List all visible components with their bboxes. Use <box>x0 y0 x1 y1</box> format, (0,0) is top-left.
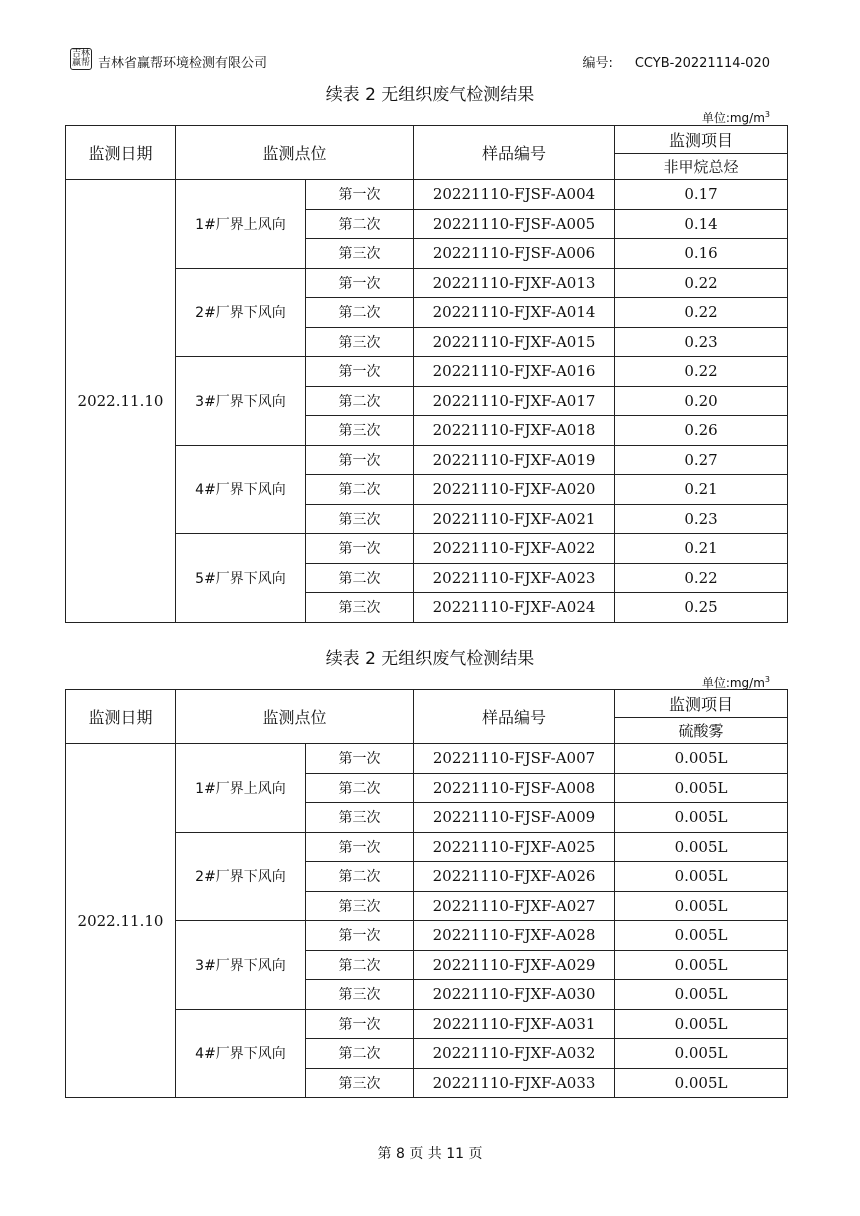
round-cell: 第一次 <box>306 445 414 475</box>
round-cell: 第二次 <box>306 950 414 980</box>
value-cell: 0.14 <box>615 209 788 239</box>
header-sample: 样品编号 <box>414 126 615 180</box>
round-cell: 第二次 <box>306 386 414 416</box>
sample-cell: 20221110-FJXF-A026 <box>414 862 615 892</box>
round-cell: 第二次 <box>306 298 414 328</box>
value-cell: 0.21 <box>615 475 788 505</box>
point-cell: 4#厂界下风向 <box>176 445 306 534</box>
round-cell: 第三次 <box>306 416 414 446</box>
round-cell: 第二次 <box>306 862 414 892</box>
round-cell: 第二次 <box>306 773 414 803</box>
value-cell: 0.005L <box>615 1009 788 1039</box>
sample-cell: 20221110-FJSF-A005 <box>414 209 615 239</box>
header-item-name: 硫酸雾 <box>615 718 788 744</box>
sample-cell: 20221110-FJXF-A018 <box>414 416 615 446</box>
unit-value: mg/m <box>729 676 765 690</box>
table-2-title: 续表 2 无组织废气检测结果 <box>325 649 535 669</box>
point-cell: 1#厂界上风向 <box>176 180 306 269</box>
header-sample: 样品编号 <box>414 690 615 744</box>
header-item: 监测项目 <box>615 690 788 718</box>
company-logo <box>70 48 92 70</box>
sample-cell: 20221110-FJSF-A007 <box>414 744 615 774</box>
table-row <box>66 744 788 774</box>
sample-cell: 20221110-FJXF-A022 <box>414 534 615 564</box>
total-pages: 11 <box>446 1146 465 1162</box>
value-cell: 0.005L <box>615 803 788 833</box>
sample-cell: 20221110-FJSF-A008 <box>414 773 615 803</box>
sample-cell: 20221110-FJXF-A023 <box>414 563 615 593</box>
sample-cell: 20221110-FJSF-A006 <box>414 239 615 269</box>
round-cell: 第一次 <box>306 534 414 564</box>
value-cell: 0.16 <box>615 239 788 269</box>
round-cell: 第一次 <box>306 921 414 951</box>
footer-text-3: 页 <box>468 1146 483 1162</box>
round-cell: 第一次 <box>306 1009 414 1039</box>
sample-cell: 20221110-FJXF-A030 <box>414 980 615 1010</box>
sample-cell: 20221110-FJXF-A016 <box>414 357 615 387</box>
table-body <box>66 744 788 1098</box>
round-cell: 第二次 <box>306 209 414 239</box>
value-cell: 0.23 <box>615 327 788 357</box>
company-name: 吉林省赢帮环境检测有限公司 <box>98 56 268 71</box>
sample-cell: 20221110-FJSF-A004 <box>414 180 615 210</box>
date-cell: 2022.11.10 <box>66 744 176 1098</box>
unit-superscript: 3 <box>764 110 770 119</box>
value-cell: 0.22 <box>615 268 788 298</box>
round-cell: 第一次 <box>306 357 414 387</box>
sample-cell: 20221110-FJXF-A014 <box>414 298 615 328</box>
sample-cell: 20221110-FJXF-A032 <box>414 1039 615 1069</box>
header-date: 监测日期 <box>66 126 176 180</box>
table-row <box>66 180 788 210</box>
value-cell: 0.27 <box>615 445 788 475</box>
round-cell: 第一次 <box>306 180 414 210</box>
round-cell: 第三次 <box>306 891 414 921</box>
round-cell: 第一次 <box>306 744 414 774</box>
round-cell: 第二次 <box>306 475 414 505</box>
unit-label: 单位: <box>701 111 730 125</box>
unit-superscript: 3 <box>764 675 770 684</box>
sample-cell: 20221110-FJXF-A024 <box>414 593 615 623</box>
value-cell: 0.005L <box>615 1039 788 1069</box>
value-cell: 0.005L <box>615 950 788 980</box>
sample-cell: 20221110-FJXF-A021 <box>414 504 615 534</box>
point-cell: 1#厂界上风向 <box>176 744 306 833</box>
sample-cell: 20221110-FJXF-A017 <box>414 386 615 416</box>
sample-cell: 20221110-FJXF-A031 <box>414 1009 615 1039</box>
page-footer <box>0 1143 860 1163</box>
value-cell: 0.22 <box>615 563 788 593</box>
value-cell: 0.26 <box>615 416 788 446</box>
value-cell: 0.005L <box>615 862 788 892</box>
value-cell: 0.17 <box>615 180 788 210</box>
sample-cell: 20221110-FJSF-A009 <box>414 803 615 833</box>
sample-cell: 20221110-FJXF-A029 <box>414 950 615 980</box>
round-cell: 第三次 <box>306 803 414 833</box>
round-cell: 第三次 <box>306 239 414 269</box>
round-cell: 第三次 <box>306 1068 414 1098</box>
point-cell: 2#厂界下风向 <box>176 832 306 921</box>
sample-cell: 20221110-FJXF-A033 <box>414 1068 615 1098</box>
sample-cell: 20221110-FJXF-A025 <box>414 832 615 862</box>
value-cell: 0.005L <box>615 980 788 1010</box>
unit-value: mg/m <box>729 111 765 125</box>
page-header <box>70 46 770 74</box>
document-number <box>582 52 770 71</box>
point-cell: 5#厂界下风向 <box>176 534 306 623</box>
document-number-value: CCYB-20221114-020 <box>634 56 770 71</box>
table-1-unit <box>702 109 770 126</box>
value-cell: 0.22 <box>615 298 788 328</box>
sample-cell: 20221110-FJXF-A028 <box>414 921 615 951</box>
header-point: 监测点位 <box>176 126 414 180</box>
round-cell: 第二次 <box>306 563 414 593</box>
round-cell: 第三次 <box>306 327 414 357</box>
page-number: 8 <box>395 1146 405 1162</box>
document-number-label: 编号: <box>582 56 613 71</box>
header-item-name: 非甲烷总烃 <box>615 154 788 180</box>
value-cell: 0.005L <box>615 1068 788 1098</box>
point-cell: 3#厂界下风向 <box>176 357 306 446</box>
date-cell: 2022.11.10 <box>66 180 176 623</box>
table-body <box>66 180 788 623</box>
value-cell: 0.23 <box>615 504 788 534</box>
round-cell: 第一次 <box>306 832 414 862</box>
round-cell: 第二次 <box>306 1039 414 1069</box>
value-cell: 0.005L <box>615 832 788 862</box>
header-point: 监测点位 <box>176 690 414 744</box>
footer-text-2: 页 共 <box>409 1146 442 1162</box>
results-table-sulfuric-acid-mist <box>65 689 788 1098</box>
value-cell: 0.005L <box>615 921 788 951</box>
value-cell: 0.21 <box>615 534 788 564</box>
value-cell: 0.005L <box>615 744 788 774</box>
footer-text-1: 第 <box>377 1146 392 1162</box>
header-date: 监测日期 <box>66 690 176 744</box>
round-cell: 第一次 <box>306 268 414 298</box>
point-cell: 4#厂界下风向 <box>176 1009 306 1098</box>
sample-cell: 20221110-FJXF-A019 <box>414 445 615 475</box>
results-table-nmhc <box>65 125 788 623</box>
round-cell: 第三次 <box>306 980 414 1010</box>
sample-cell: 20221110-FJXF-A015 <box>414 327 615 357</box>
unit-label: 单位: <box>701 676 730 690</box>
value-cell: 0.20 <box>615 386 788 416</box>
point-cell: 2#厂界下风向 <box>176 268 306 357</box>
value-cell: 0.25 <box>615 593 788 623</box>
sample-cell: 20221110-FJXF-A020 <box>414 475 615 505</box>
round-cell: 第三次 <box>306 504 414 534</box>
value-cell: 0.005L <box>615 891 788 921</box>
table-1-title: 续表 2 无组织废气检测结果 <box>325 85 535 105</box>
logo-text: 吉林赢帮 <box>71 49 90 68</box>
sample-cell: 20221110-FJXF-A027 <box>414 891 615 921</box>
round-cell: 第三次 <box>306 593 414 623</box>
sample-cell: 20221110-FJXF-A013 <box>414 268 615 298</box>
value-cell: 0.005L <box>615 773 788 803</box>
header-item: 监测项目 <box>615 126 788 154</box>
value-cell: 0.22 <box>615 357 788 387</box>
point-cell: 3#厂界下风向 <box>176 921 306 1010</box>
